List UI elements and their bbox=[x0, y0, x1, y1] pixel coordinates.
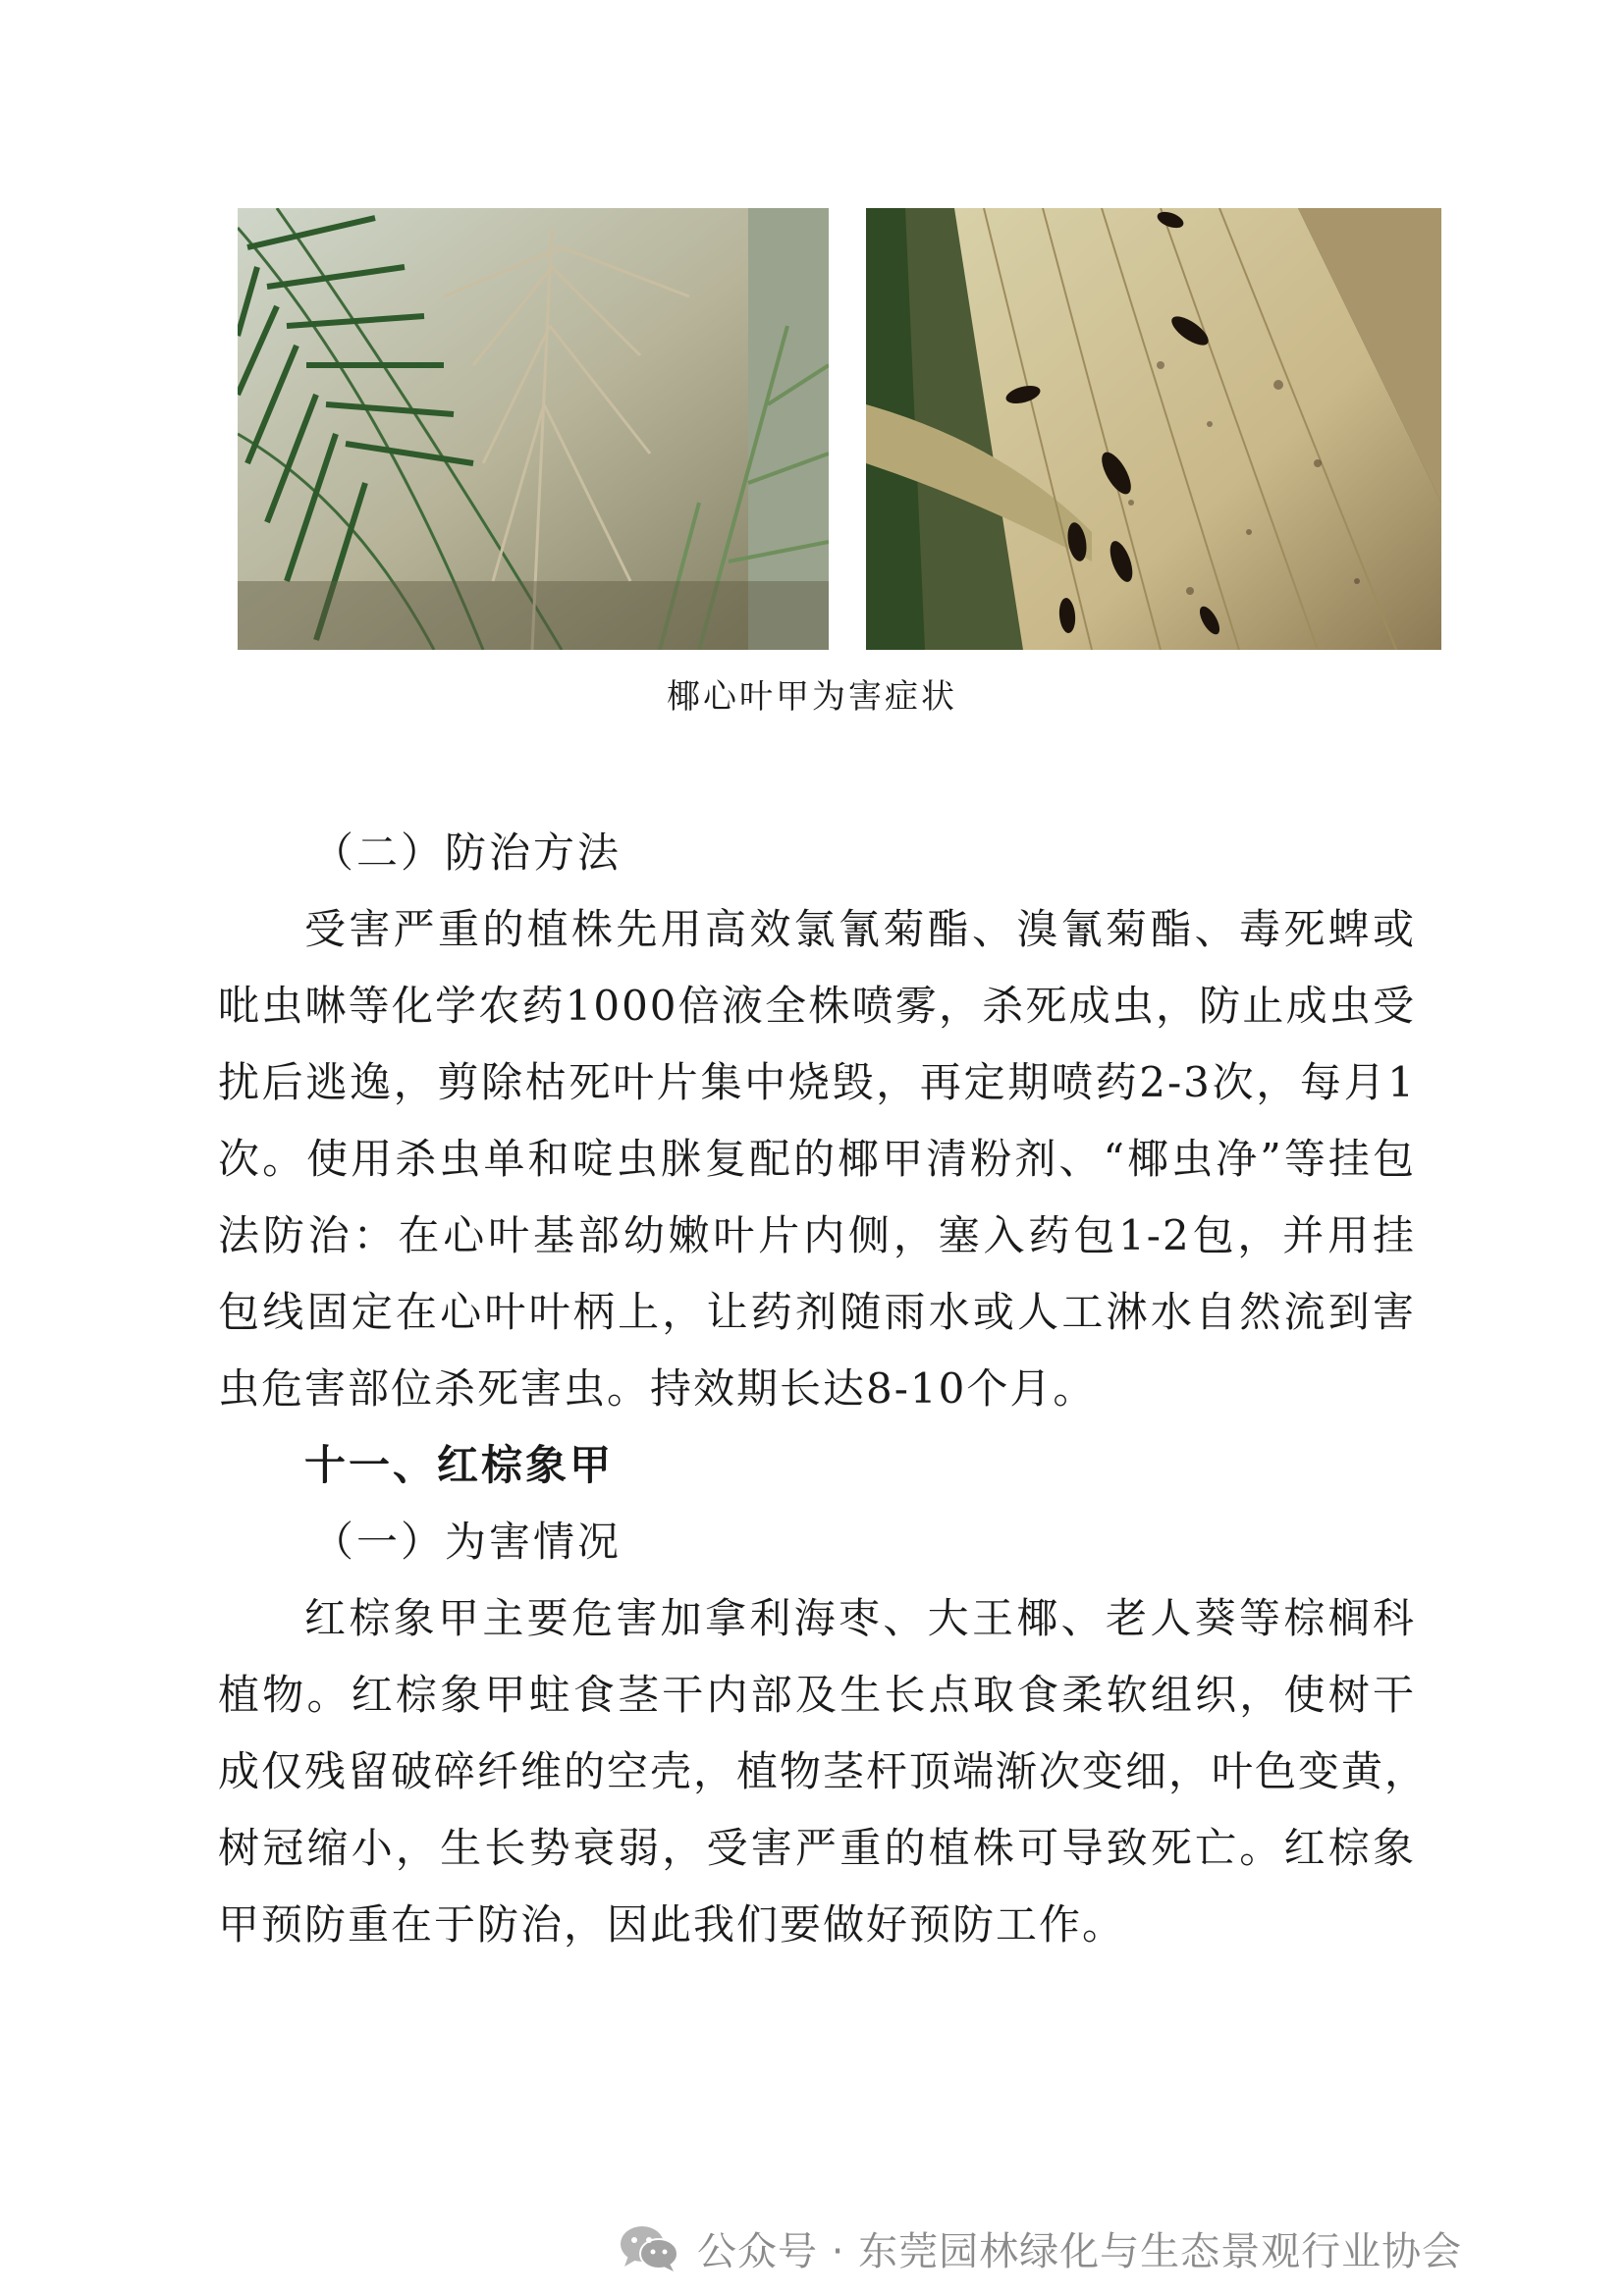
paragraph-line: 受害严重的植株先用高效氯氰菊酯、溴氰菊酯、毒死蜱或 bbox=[304, 905, 1416, 953]
paragraph-line: 次。使用杀虫单和啶虫脒复配的椰甲清粉剂、“椰虫净”等挂包 bbox=[218, 1135, 1416, 1183]
paragraph-line: 扰后逃逸，剪除枯死叶片集中烧毁，再定期喷药2-3次，每月1 bbox=[218, 1058, 1416, 1106]
paragraph-line: 法防治：在心叶基部幼嫩叶片内侧，塞入药包1-2包，并用挂 bbox=[218, 1211, 1416, 1259]
paragraph-line: 吡虫啉等化学农药1000倍液全株喷雾，杀死成虫，防止成虫受 bbox=[218, 982, 1416, 1030]
paragraph-line: 树冠缩小，生长势衰弱，受害严重的植株可导致死亡。红棕象 bbox=[218, 1824, 1416, 1872]
watermark-text: 公众号 · 东莞园林绿化与生态景观行业协会 bbox=[697, 2228, 1463, 2274]
paragraph-line: 红棕象甲主要危害加拿利海枣、大王椰、老人葵等棕榈科 bbox=[304, 1594, 1416, 1642]
paragraph-line: 植物。红棕象甲蛀食茎干内部及生长点取食柔软组织，使树干 bbox=[218, 1671, 1416, 1719]
section-heading-harm: （一）为害情况 bbox=[312, 1518, 623, 1566]
palm-crown-damage-photo bbox=[238, 208, 829, 650]
wechat-icon bbox=[619, 2223, 679, 2272]
paragraph-line: 甲预防重在于防治，因此我们要做好预防工作。 bbox=[218, 1900, 1126, 1949]
figure bbox=[238, 208, 1441, 650]
paragraph-line: 虫危害部位杀死害虫。持效期长达8-10个月。 bbox=[218, 1364, 1097, 1413]
paragraph-line: 成仅残留破碎纤维的空壳，植物茎杆顶端渐次变细，叶色变黄， bbox=[218, 1747, 1429, 1795]
section-heading-pest: 十一、红棕象甲 bbox=[304, 1441, 615, 1489]
body-text bbox=[218, 815, 1429, 1963]
paragraph-line: 包线固定在心叶叶柄上，让药剂随雨水或人工淋水自然流到害 bbox=[218, 1288, 1416, 1336]
figure-caption: 椰心叶甲为害症状 bbox=[667, 677, 957, 717]
watermark bbox=[619, 2214, 1462, 2282]
section-heading-control: （二）防治方法 bbox=[312, 828, 623, 877]
leaf-beetles-on-leaf-photo bbox=[866, 208, 1441, 650]
